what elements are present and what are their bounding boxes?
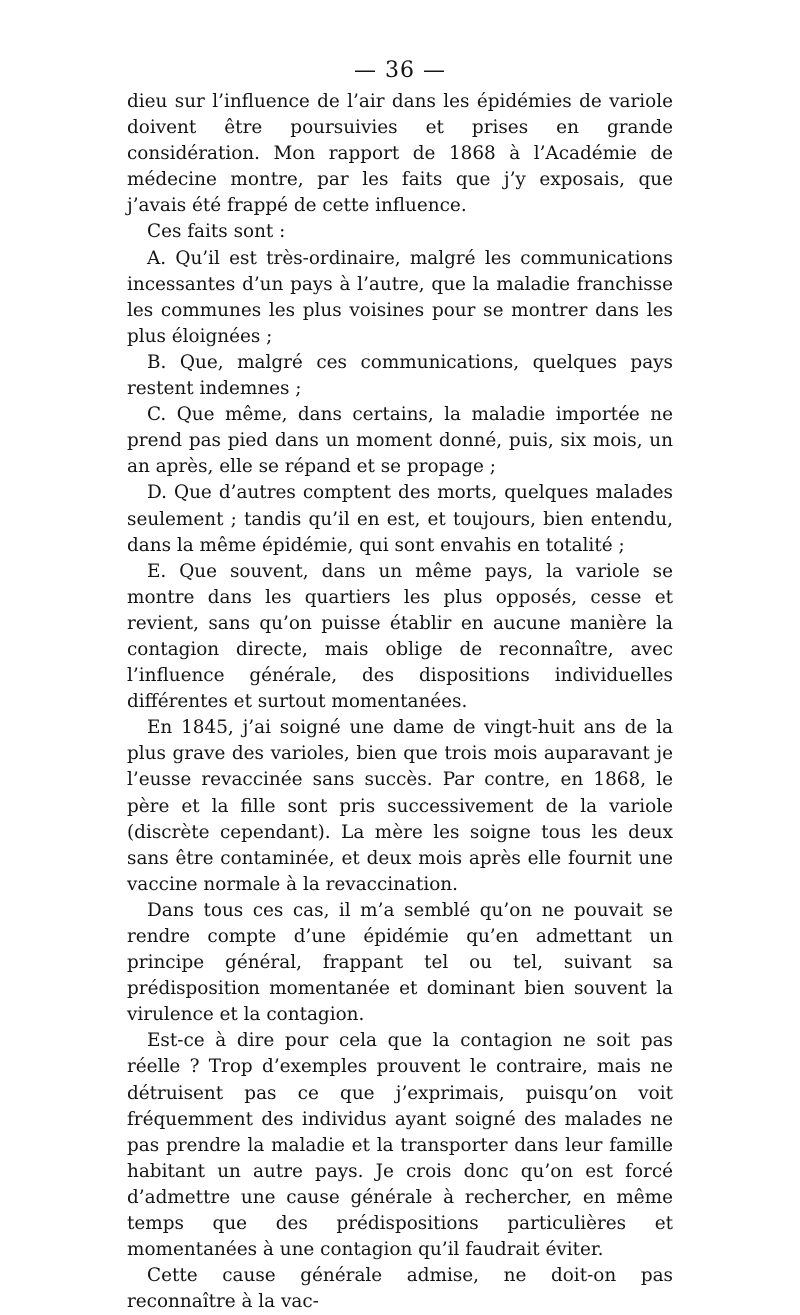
paragraph-contagion: Est-ce à dire pour cela que la contagion ne soit pas réelle ? Trop d’exemples prouvent le contraire, mais ne détruisent pas ce que j’exprimais, puisqu’on voit fréquemment des individus ayant soigné des malades ne pas prendre la maladie et la transporter dans leur famille habitant un autre pays. Je crois donc qu’on est forcé d’admettre une cause générale à rechercher, en même temps que des prédispositions particulières et momentanées à une contagion qu’il faudrait éviter. [127,1030,673,1261]
paragraph-case-1845: En 1845, j’ai soigné une dame de vingt-huit ans de la plus grave des varioles, bien que trois mois auparavant je l’eusse revaccinée sans succès. Par contre, en 1868, le père et la fille sont pris successivement de la variole (discrète cependant). La mère les soigne tous les deux sans être contaminée, et deux mois après elle fournit une vaccine normale à la revaccination. [127,717,673,895]
page-number: — 36 — [354,58,446,83]
paragraph-general-principle: Dans tous ces cas, il m’a semblé qu’on ne pouvait se rendre compte d’une épidémie qu’en admettant un principe général, frappant tel ou tel, suivant sa prédisposition momentanée et dominant bien souvent la virulence et la contagion. [127,899,673,1026]
paragraph-item-d: D. Que d’autres comptent des morts, quelques malades seulement ; tandis qu’il en est, et toujours, bien entendu, dans la même épidémie, qui sont envahis en totalité ; [127,482,673,556]
paragraph-item-e: E. Que souvent, dans un même pays, la variole se montre dans les quartiers les plus opposés, cesse et revient, sans qu’on puisse établir en aucune manière la contagion directe, mais oblige de reconnaître, avec l’influence générale, des dispositions individuelles différentes et surtout momentanées. [127,560,673,713]
paragraph-item-c: C. Que même, dans certains, la maladie importée ne prend pas pied dans un moment donné, puis, six mois, un an après, elle se répand et se propage ; [127,404,673,478]
paragraph-closing: Cette cause générale admise, ne doit-on pas reconnaître à la vac- [127,1265,673,1313]
paragraph-intro-list: Ces faits sont : [147,221,286,243]
paragraph-item-a: A. Qu’il est très-ordinaire, malgré les communications incessantes d’un pays à l’autre, que la maladie franchisse les communes les plus voisines pour se montrer dans les plus éloignées ; [127,247,673,347]
body-text [127,89,673,1315]
paragraph-continuation: dieu sur l’influence de l’air dans les épidémies de variole doivent être poursuivies et prises en grande considération. Mon rapport de 1868 à l’Académie de médecine montre, par les faits que j’y exposais, que j’avais été frappé de cette influence. [127,91,673,217]
paragraph-item-b: B. Que, malgré ces communications, quelques pays restent indemnes ; [127,351,673,400]
